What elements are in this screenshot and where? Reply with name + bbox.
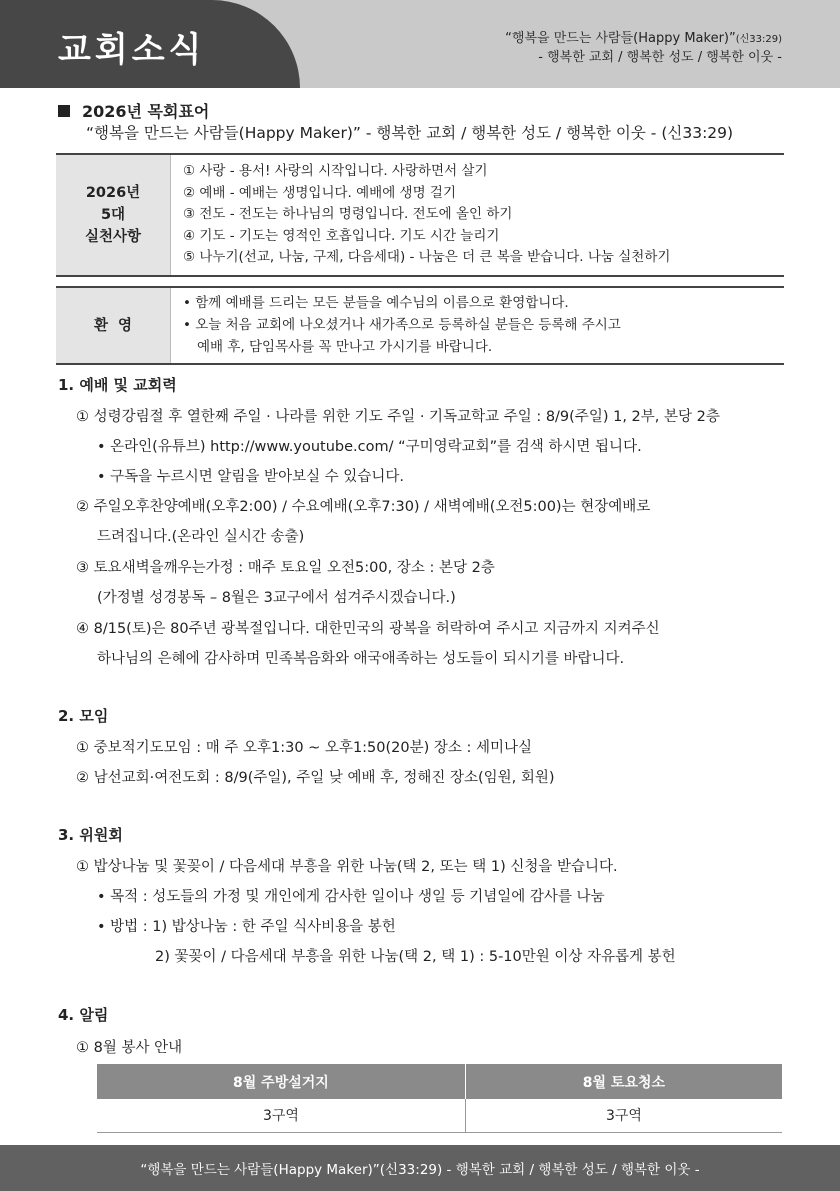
page-header [0, 0, 840, 88]
worship-line: 드려집니다.(온라인 실시간 송출) [97, 529, 305, 545]
welcome-label: 환 영 [56, 288, 171, 363]
bullet-square-icon [58, 105, 70, 117]
notice-heading: 4. 알림 [58, 1006, 109, 1024]
goal-heading-text: 2026년 목회표어 [82, 102, 210, 121]
notice-item: ① 8월 봉사 안내 [76, 1040, 183, 1056]
page-title: 교회소식 [58, 30, 206, 70]
practice-item: ⑤ 나누기(선교, 나눔, 구제, 다음세대) - 나눔은 더 큰 복을 받습니다. 나눔 실천하기 [183, 249, 671, 265]
committee-line: 2) 꽃꽂이 / 다음세대 부흥을 위한 나눔(택 2, 택 1) : 5-10만원 이상 자유롭게 봉헌 [155, 949, 676, 965]
practice-label-line: 5대 [100, 207, 126, 223]
worship-line: ③ 토요새벽을깨우는가정 : 매주 토요일 오전5:00, 장소 : 본당 2층 [76, 560, 495, 576]
worship-heading: 1. 예배 및 교회력 [58, 376, 177, 394]
practice-item: ④ 기도 - 기도는 영적인 호흡입니다. 기도 시간 늘리기 [183, 227, 500, 244]
practice-item: ③ 전도 - 전도는 하나님의 명령입니다. 전도에 올인 하기 [183, 206, 513, 222]
welcome-box [56, 286, 784, 365]
worship-line: ② 주일오후찬양예배(오후2:00) / 수요예배(오후7:30) / 새벽예배(오전5:00)는 현장예배로 [76, 499, 651, 515]
goal-heading [58, 99, 209, 122]
page-footer [0, 1145, 840, 1191]
slogan-main: “행복을 만드는 사람들(Happy Maker)” [505, 31, 736, 46]
practice-label-line: 2026년 [85, 185, 141, 201]
table-row [97, 1099, 782, 1132]
committee-line: • 목적 : 성도들의 가정 및 개인에게 감사한 일이나 생일 등 기념일에 감사를 나눔 [97, 889, 605, 905]
header-slogan [505, 30, 782, 67]
table-cell: 3구역 [97, 1099, 465, 1132]
meeting-line: ① 중보적기도모임 : 매 주 오후1:30 ~ 오후1:50(20분) 장소 : 세미나실 [76, 740, 533, 756]
worship-line: (가정별 성경봉독 – 8월은 3교구에서 섬겨주시겠습니다.) [97, 590, 456, 606]
practice-item: ① 사랑 - 용서! 사랑의 시작입니다. 사랑하면서 살기 [183, 163, 488, 179]
worship-line: ④ 8/15(토)은 80주년 광복절입니다. 대한민국의 광복을 허락하여 주시고 지금까지 지켜주신 [76, 621, 660, 637]
welcome-line: • 오늘 처음 교회에 나오셨거나 새가족으로 등록하실 분들은 등록해 주시고 [183, 317, 621, 333]
table-header-cell: 8월 토요청소 [465, 1064, 782, 1099]
welcome-text [171, 288, 784, 363]
practice-list [171, 155, 784, 275]
table-cell: 3구역 [465, 1099, 782, 1132]
table-header-row [97, 1064, 782, 1099]
practice-item: ② 예배 - 예배는 생명입니다. 예배에 생명 걸기 [183, 184, 457, 201]
meeting-line: ② 남선교회·여전도회 : 8/9(주일), 주일 낮 예배 후, 정해진 장소(임원, 회원) [76, 770, 555, 786]
worship-line: • 온라인(유튜브) http://www.youtube.com/ “구미영락교회”를 검색 하시면 됩니다. [97, 439, 642, 455]
welcome-line: • 함께 예배를 드리는 모든 분들을 예수님의 이름으로 환영합니다. [183, 295, 569, 311]
table-header-cell: 8월 주방설거지 [97, 1064, 465, 1099]
welcome-line: 예배 후, 담임목사를 꼭 만나고 가시기를 바랍니다. [197, 339, 493, 355]
practice-label-line: 실천사항 [84, 229, 142, 245]
committee-line: • 방법 : 1) 밥상나눔 : 한 주일 식사비용을 봉헌 [97, 919, 396, 935]
footer-slogan: “행복을 만드는 사람들(Happy Maker)”(신33:29) - 행복한 교회 / 행복한 성도 / 행복한 이웃 - [140, 1162, 700, 1178]
meeting-heading: 2. 모임 [58, 707, 109, 725]
worship-line: 하나님의 은혜에 감사하며 민족복음화와 애국애족하는 성도들이 되시기를 바랍니다. [97, 651, 625, 667]
worship-line: • 구독을 누르시면 알림을 받아보실 수 있습니다. [97, 469, 404, 485]
goal-motto: “행복을 만드는 사람들(Happy Maker)” - 행복한 교회 / 행복한 성도 / 행복한 이웃 - (신33:29) [86, 124, 734, 142]
slogan-ref: (신33:29) [735, 34, 782, 45]
worship-line: ① 성령강림절 후 열한째 주일 · 나라를 위한 기도 주일 · 기독교학교 주일 : 8/9(주일) 1, 2부, 본당 2층 [76, 409, 720, 425]
service-duty-table [97, 1064, 782, 1133]
committee-line: ① 밥상나눔 및 꽃꽂이 / 다음세대 부흥을 위한 나눔(택 2, 또는 택 1) 신청을 받습니다. [76, 859, 618, 875]
committee-heading: 3. 위원회 [58, 826, 123, 844]
practice-box [56, 153, 784, 277]
slogan-sub: - 행복한 교회 / 행복한 성도 / 행복한 이웃 - [538, 50, 782, 65]
header-title-tab [0, 0, 300, 88]
practice-label [56, 155, 171, 275]
